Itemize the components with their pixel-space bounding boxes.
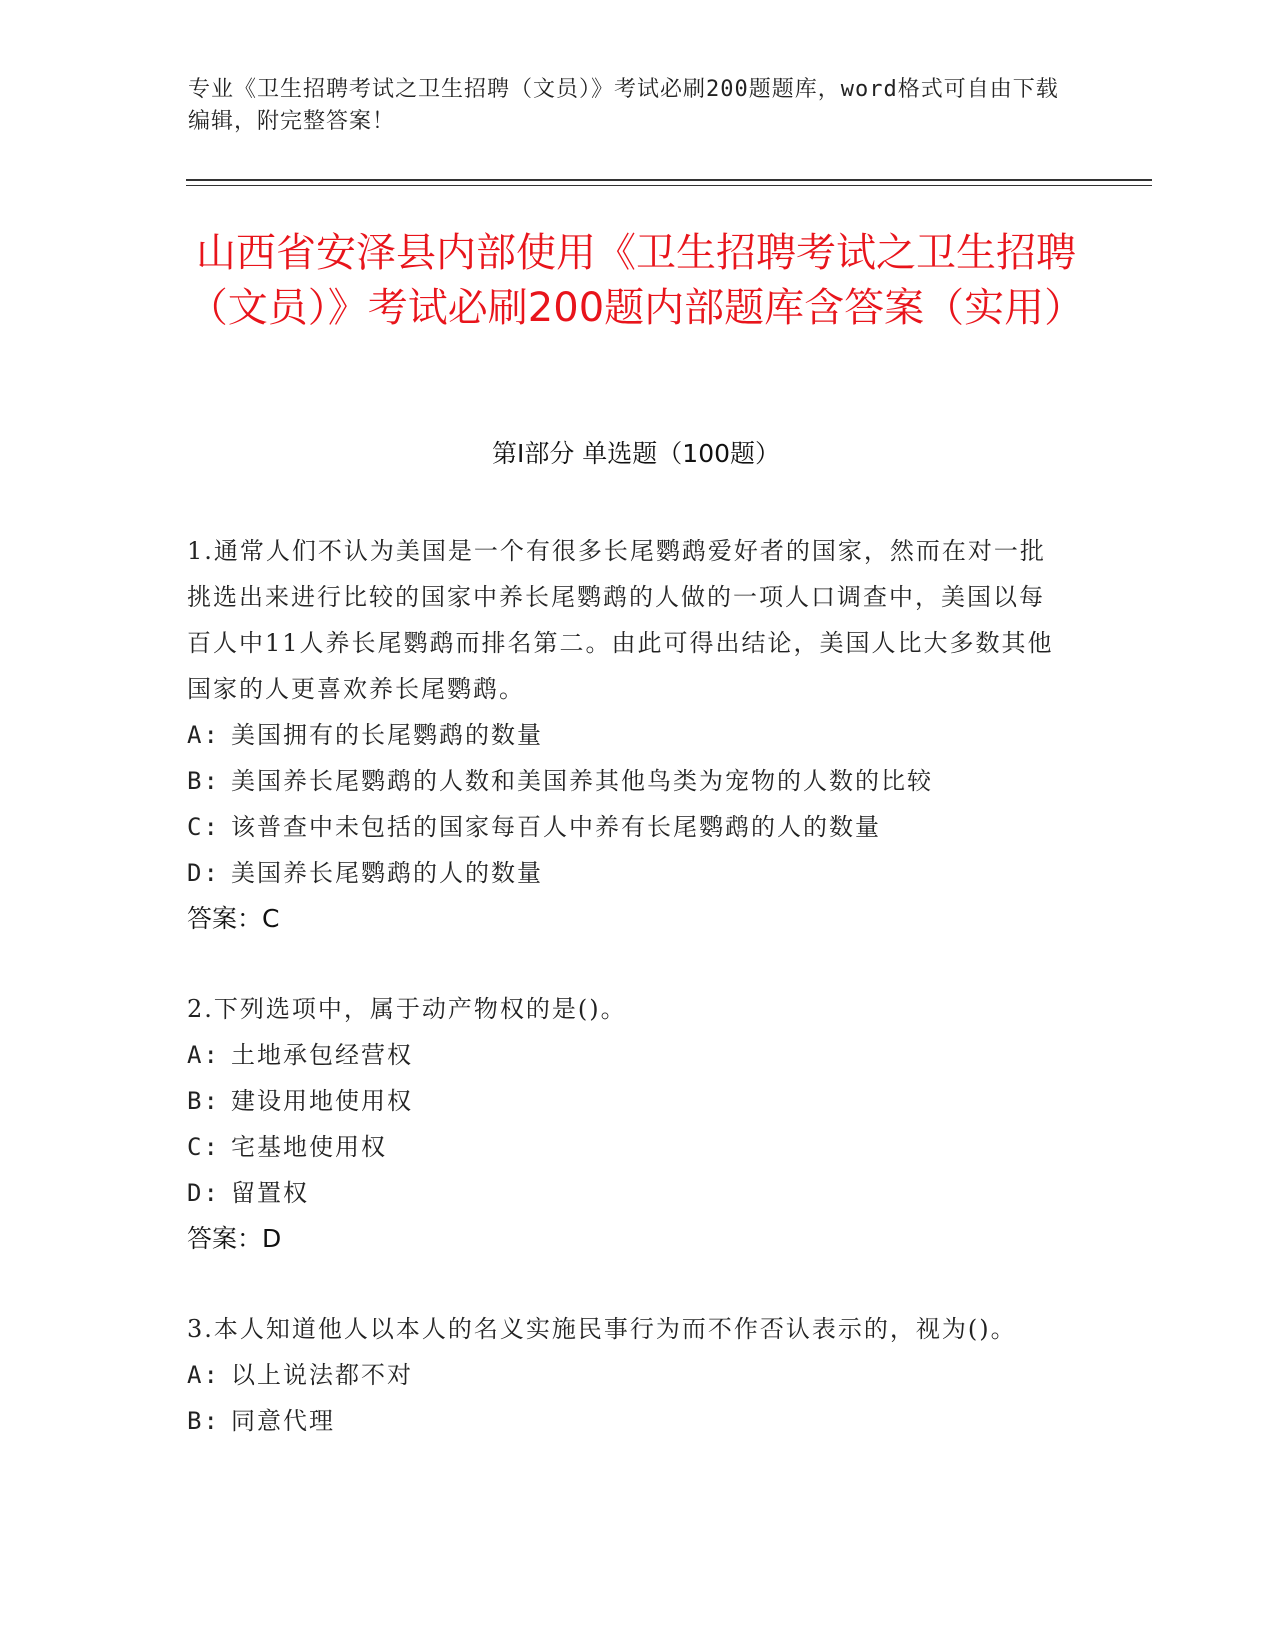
option-text: 美国拥有的长尾鹦鹉的数量	[231, 721, 543, 749]
option-key: A:	[187, 1041, 220, 1069]
option-key: B:	[187, 767, 220, 795]
option-key: D:	[187, 859, 220, 887]
option-text: 以上说法都不对	[231, 1361, 413, 1389]
header-rule-thin	[186, 185, 1152, 186]
question-stem: 2.下列选项中，属于动产物权的是()。	[187, 995, 627, 1023]
section-title: 第Ⅰ部分 单选题（100题）	[491, 439, 781, 468]
option-key: C:	[187, 1133, 220, 1161]
option-text: 该普查中未包括的国家每百人中养有长尾鹦鹉的人的数量	[231, 813, 881, 841]
option-text: 留置权	[231, 1179, 309, 1207]
option-d	[187, 1170, 1057, 1216]
option-key: B:	[187, 1407, 220, 1435]
option-b	[187, 1078, 1057, 1124]
question-3	[187, 1306, 1057, 1444]
question-2	[187, 986, 1057, 1262]
header-rule-thick	[186, 179, 1152, 181]
option-key: A:	[187, 721, 220, 749]
option-c	[187, 804, 1057, 850]
option-text: 美国养长尾鹦鹉的人数和美国养其他鸟类为宠物的人数的比较	[231, 767, 933, 795]
option-a	[187, 712, 1057, 758]
option-text: 同意代理	[231, 1407, 335, 1435]
option-a	[187, 1032, 1057, 1078]
answer-line: 答案：C	[187, 904, 280, 933]
option-text: 美国养长尾鹦鹉的人的数量	[231, 859, 543, 887]
header-note: 专业《卫生招聘考试之卫生招聘（文员）》考试必刷200题题库，word格式可自由下载编辑，附完整答案！	[188, 77, 1059, 134]
option-key: D:	[187, 1179, 220, 1207]
option-c	[187, 1124, 1057, 1170]
option-d	[187, 850, 1057, 896]
document-title: 山西省安泽县内部使用《卫生招聘考试之卫生招聘（文员）》考试必刷200题内部题库含答案（实用）	[187, 230, 1085, 331]
option-key: C:	[187, 813, 220, 841]
option-b	[187, 1398, 1057, 1444]
question-1	[187, 528, 1057, 942]
option-text: 土地承包经营权	[231, 1041, 413, 1069]
question-stem: 3.本人知道他人以本人的名义实施民事行为而不作否认表示的，视为()。	[187, 1315, 1017, 1343]
question-stem: 1.通常人们不认为美国是一个有很多长尾鹦鹉爱好者的国家，然而在对一批挑选出来进行比较的国家中养长尾鹦鹉的人做的一项人口调查中，美国以每百人中11人养长尾鹦鹉而排名第二。由此可得出结论，美国人比大多数其他国家的人更喜欢养长尾鹦鹉。	[187, 537, 1054, 703]
question-list	[187, 528, 1057, 1488]
option-a	[187, 1352, 1057, 1398]
option-text: 宅基地使用权	[231, 1133, 387, 1161]
option-b	[187, 758, 1057, 804]
option-key: A:	[187, 1361, 220, 1389]
option-key: B:	[187, 1087, 220, 1115]
option-text: 建设用地使用权	[231, 1087, 413, 1115]
answer-line: 答案：D	[187, 1224, 282, 1253]
